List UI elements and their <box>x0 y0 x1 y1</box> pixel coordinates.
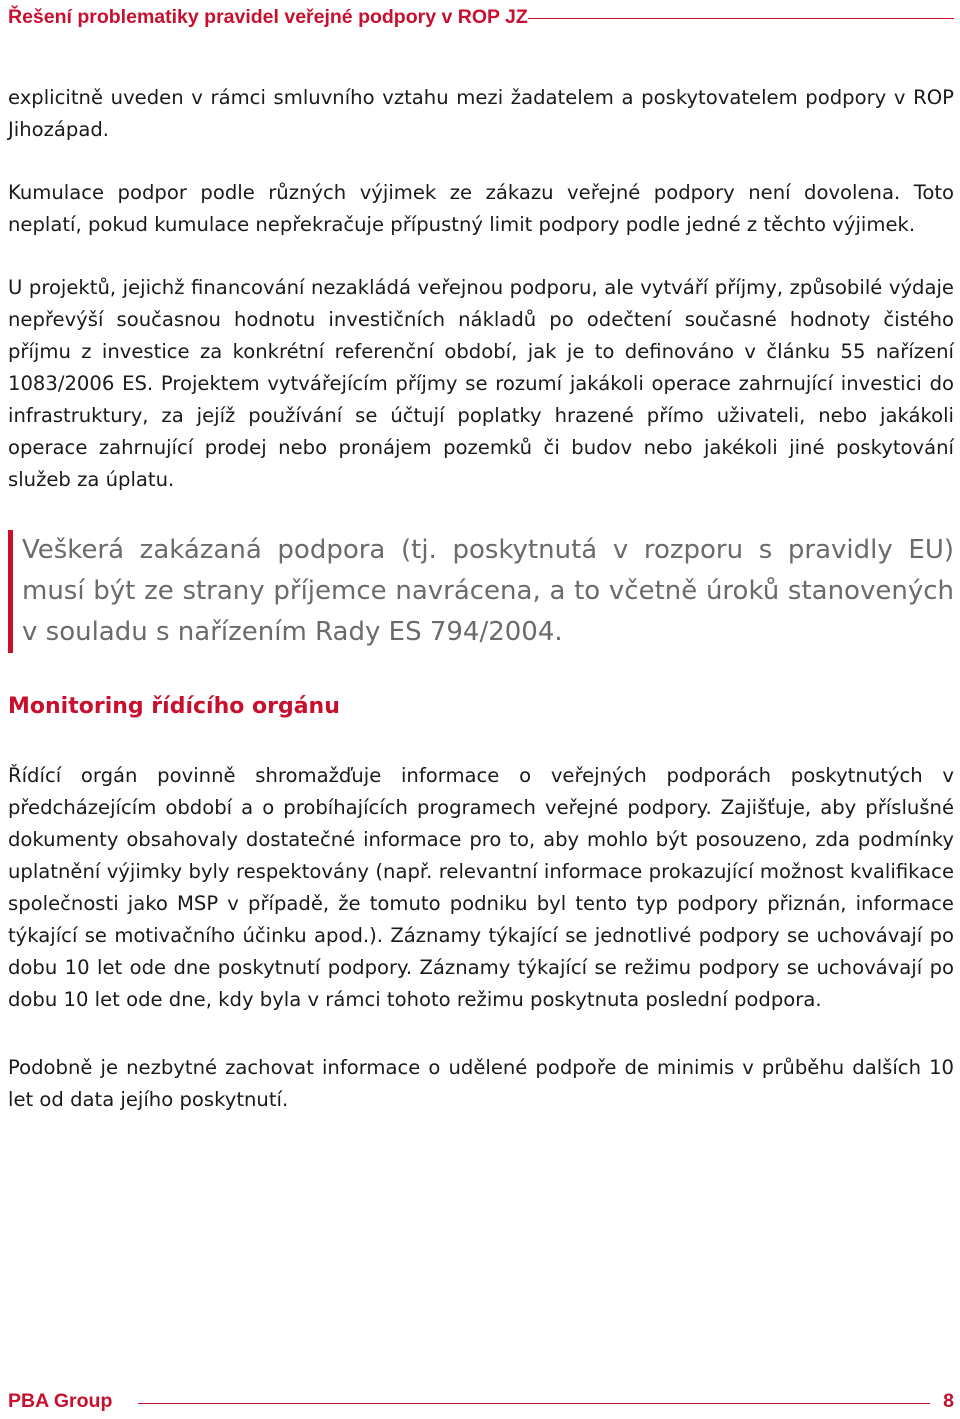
footer-organization: PBA Group <box>8 1390 113 1412</box>
header-rule <box>528 18 954 19</box>
body-paragraph: Podobně je nezbytné zachovat informace o udělené podpoře de minimis v průběhu dalších 10 let od data jejího poskytnutí. <box>8 1056 954 1111</box>
page-header <box>8 4 954 30</box>
header-title: Řešení problematiky pravidel veřejné podpory v ROP JZ <box>8 6 528 28</box>
body-paragraph: Kumulace podpor podle různých výjimek ze zákazu veřejné podpory není dovolena. Toto neplatí, pokud kumulace nepřekračuje přípustný limit podpory podle jedné z těchto výjimek. <box>8 181 954 236</box>
page-footer <box>8 1390 954 1416</box>
body-paragraph: U projektů, jejichž financování nezakládá veřejnou podporu, ale vytváří příjmy, způsobilé výdaje nepřevýší současnou hodnotu investičních nákladů po odečtení současné hodnoty čistého příjmu z investice za konkrétní referenční období, jak je to definováno v článku 55 nařízení 1083/2006 ES. Projektem vytvářejícím příjmy se rozumí jakákoli operace zahrnující investici do infrastruktury, za jejíž používání se účtují poplatky hrazené přímo uživateli, nebo jakákoli operace zahrnující prodej nebo pronájem pozemků či budov nebo jakékoli jiné poskytování služeb za úplatu. <box>8 276 954 491</box>
footer-rule <box>138 1403 930 1404</box>
page-number: 8 <box>943 1390 954 1412</box>
body-paragraph: explicitně uveden v rámci smluvního vztahu mezi žadatelem a poskytovatelem podpory v ROP Jihozápad. <box>8 86 954 141</box>
body-paragraph: Řídící orgán povinně shromažďuje informace o veřejných podporách poskytnutých v předcházejícím období a o probíhajících programech veřejné podpory. Zajišťuje, aby příslušné dokumenty obsahovaly dostatečné informace pro to, aby mohlo být posouzeno, zda podmínky uplatnění výjimky byly respektovány (např. relevantní informace prokazující možnost kvalifikace společnosti jako MSP v případě, že tomuto podniku byl tento typ podpory přiznán, informace týkající se motivačního účinku apod.). Záznamy týkající se jednotlivé podpory se uchovávají po dobu 10 let ode dne poskytnutí podpory. Záznamy týkající se režimu podpory se uchovávají po dobu 10 let ode dne, kdy byla v rámci tohoto režimu poskytnuta poslední podpora. <box>8 764 954 1011</box>
highlight-callout: Veškerá zakázaná podpora (tj. poskytnutá v rozporu s pravidly EU) musí být ze strany příjemce navrácena, a to včetně úroků stanovených v souladu s nařízením Rady ES 794/2004. <box>8 530 954 653</box>
document-body <box>8 82 954 1116</box>
section-heading: Monitoring řídícího orgánu <box>8 694 340 719</box>
